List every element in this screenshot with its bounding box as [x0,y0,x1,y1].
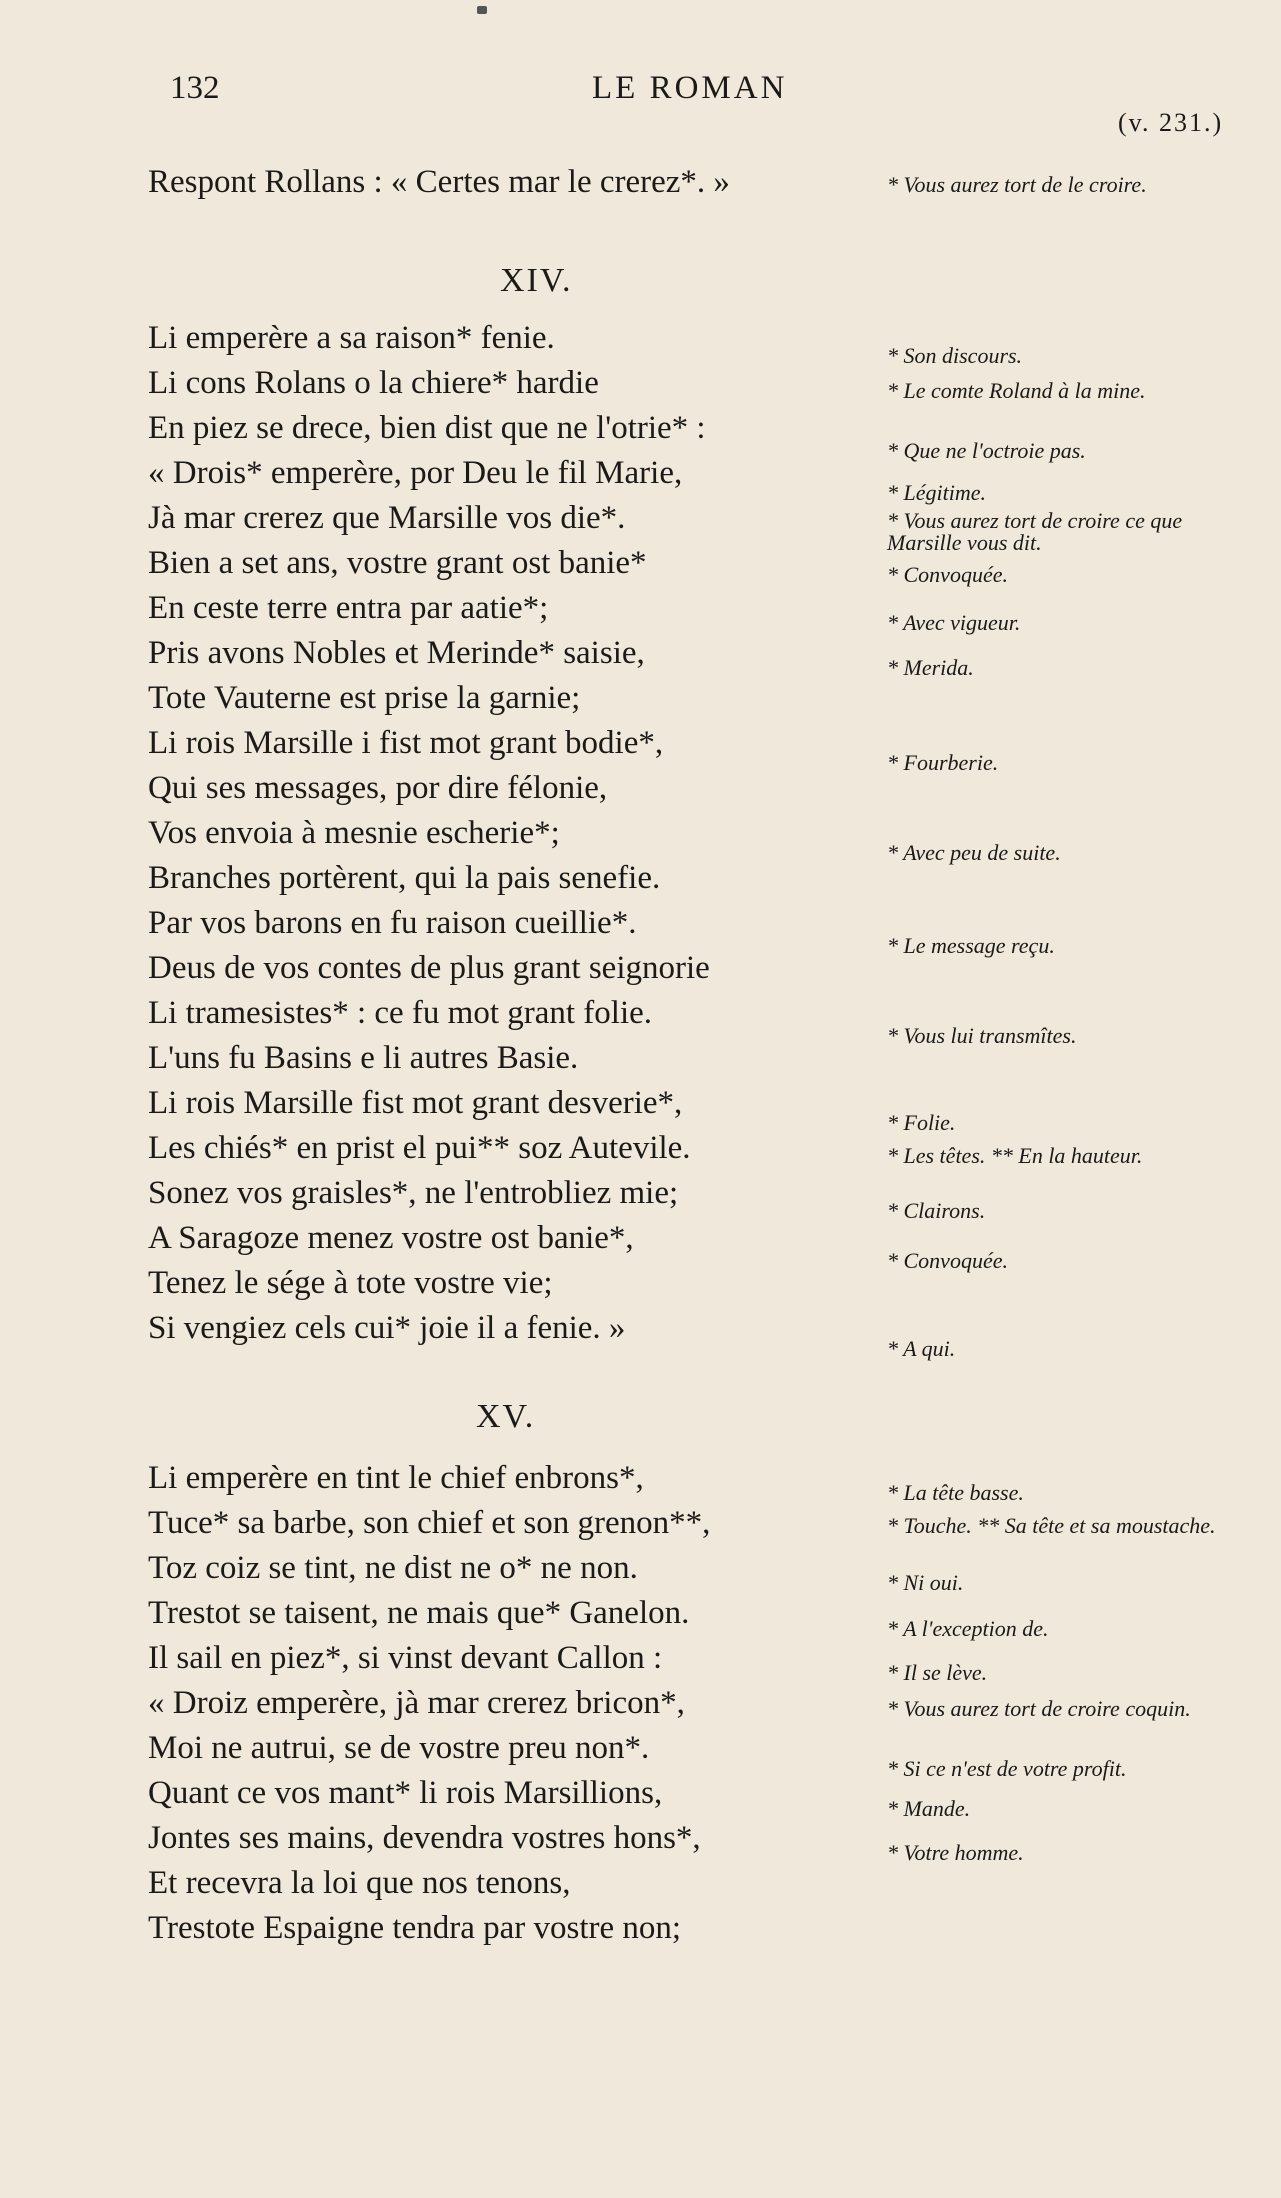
gloss-note: * Avec peu de suite. [887,840,1061,865]
gloss-note: * Vous lui transmîtes. [887,1023,1077,1048]
gloss-note: * Le comte Roland à la mine. [887,378,1146,403]
page-number: 132 [170,70,220,106]
gloss-note: * Votre homme. [887,1840,1024,1865]
verse-line: Tuce* sa barbe, son chief et son grenon**, [148,1505,711,1541]
gloss-note: * Ni oui. [887,1570,964,1595]
verse-line: Quant ce vos mant* li rois Marsillions, [148,1775,663,1811]
verse-line: Trestot se taisent, ne mais que* Ganelon. [148,1595,690,1631]
verse-line: En ceste terre entra par aatie*; [148,590,549,626]
verse-line: Tenez le ségе à tote vostre vie; [148,1265,553,1301]
verse-line: Li emperère a sa raison* fenie. [148,320,555,356]
gloss-note: * Avec vigueur. [887,610,1021,635]
verse-line: Toz coiz se tint, ne dist ne o* ne non. [148,1550,638,1586]
verse-line: L'uns fu Basins e li autres Basie. [148,1040,579,1076]
verse-line: Deus de vos contes de plus grant seignorie [148,950,710,986]
verse-line: Si vengiez cels cui* joie il a fenie. » [148,1310,626,1346]
verse-line: En piez se drece, bien dist que ne l'otrie* : [148,410,706,446]
gloss-note: * Que ne l'octroie pas. [887,438,1086,463]
section-heading-xv: XV. [476,1398,536,1435]
running-title: LE ROMAN [592,70,788,106]
verse-line: Branches portèrent, qui la pais senefie. [148,860,661,896]
gloss-note: * Légitime. [887,480,986,505]
verse-line: « Droiz emperère, jà mar crerez bricon*, [148,1685,685,1721]
verse-reference: (v. 231.) [1118,108,1224,137]
verse-line: Tote Vauterne est prise la garnie; [148,680,581,716]
verse-line: Les chiés* en prist el pui** soz Autevile. [148,1130,691,1166]
gloss-note: * Son discours. [887,343,1023,368]
verse-line: Moi ne autrui, se de vostre preu non*. [148,1730,650,1766]
gloss-note: * Il se lève. [887,1660,988,1685]
verse-line: Li emperère en tint le chief enbrons*, [148,1460,644,1496]
gloss-note: * Le message reçu. [887,933,1055,958]
gloss-note: * Vous aurez tort de croire ce que Marsille vous dit. [887,508,1183,555]
gloss-note: * La tête basse. [887,1480,1024,1505]
gloss-note: * Vous aurez tort de croire coquin. [887,1696,1191,1721]
verse-line: A Saragoze menez vostre ost banie*, [148,1220,634,1256]
verse-line: Li rois Marsille i fist mot grant bodie*, [148,725,664,761]
verse-line: Qui ses messages, por dire félonie, [148,770,608,806]
verse-line: Pris avons Nobles et Merinde* saisie, [148,635,645,671]
verse-line: Li cons Rolans o la chiere* hardie [148,365,599,401]
verse-line: Trestote Espaigne tendra par vostre non; [148,1910,682,1946]
gloss-note: * Convoquée. [887,562,1008,587]
verse-line: Jontes ses mains, devendra vostres hons*, [148,1820,701,1856]
gloss-note: * Mande. [887,1796,971,1821]
gloss-note: * Touche. ** Sa tête et sa moustache. [887,1513,1216,1538]
verse-line: Par vos barons en fu raison cueillie*. [148,905,637,941]
verse-line: « Drois* emperère, por Deu le fil Marie, [148,455,683,491]
section-heading-xiv: XIV. [500,262,573,299]
opening-note: * Vous aurez tort de le croire. [887,172,1147,197]
verse-line: Li tramesistes* : ce fu mot grant folie. [148,995,653,1031]
verse-line: Il sail en piez*, si vinst devant Callon : [148,1640,663,1676]
verse-line: Et recevra la loi que nos tenons, [148,1865,571,1901]
gloss-note: * Folie. [887,1110,956,1135]
gloss-note: * Merida. [887,655,974,680]
verse-line: Li rois Marsille fist mot grant desverie*, [148,1085,683,1121]
gloss-note: * A l'exception de. [887,1616,1049,1641]
verse-line: Vos envoia à mesnie escherie*; [148,815,560,851]
gloss-note: * Convoquée. [887,1248,1008,1273]
print-mark [477,6,487,14]
gloss-note: * A qui. [887,1336,956,1361]
gloss-note: * Si ce n'est de votre profit. [887,1756,1127,1781]
gloss-note: * Fourberie. [887,750,999,775]
gloss-note: * Les têtes. ** En la hauteur. [887,1143,1143,1168]
opening-line: Respont Rollans : « Certes mar le crerez*. » [148,164,730,200]
verse-line: Sonez vos graisles*, ne l'entrobliez mie; [148,1175,679,1211]
verse-line: Jà mar crerez que Marsille vos die*. [148,500,626,536]
verse-line: Bien a set ans, vostre grant ost banie* [148,545,647,581]
gloss-note: * Clairons. [887,1198,986,1223]
